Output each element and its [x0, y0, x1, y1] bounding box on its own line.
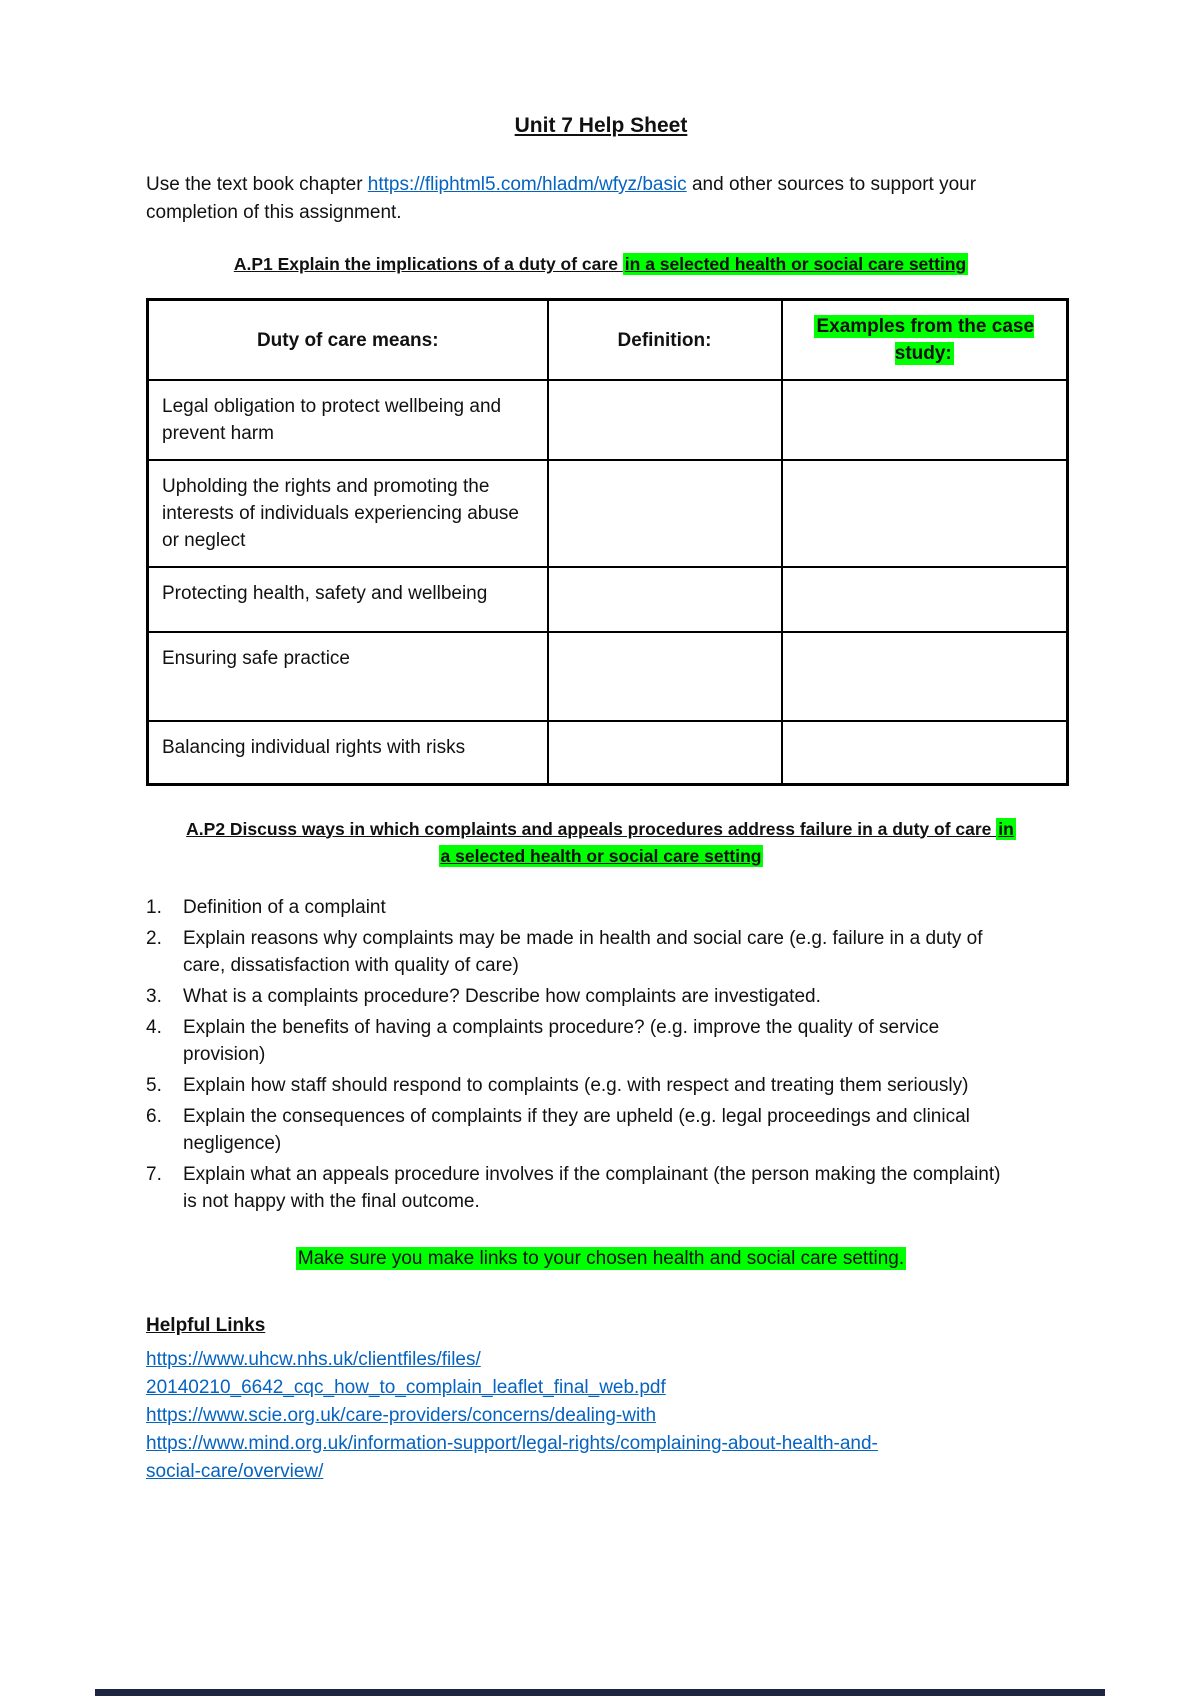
mind-link-part1[interactable]: https://www.mind.org.uk/information-support/legal-rights/complaining-about-health-and-: [146, 1432, 878, 1454]
link-line-uhcw: [146, 1346, 1056, 1374]
ap1-heading-plain: A.P1 Explain the implications of a duty of care: [233, 254, 623, 274]
ap2-heading: [146, 816, 1056, 870]
task-number: 3.: [146, 985, 162, 1007]
intro-text-before: Use the text book chapter: [146, 174, 368, 195]
task-text: Explain the consequences of complaints if they are upheld (e.g. legal proceedings and clinical negligence): [183, 1105, 970, 1154]
task-number: 7.: [146, 1163, 162, 1185]
task-text: What is a complaints procedure? Describe how complaints are investigated.: [183, 985, 821, 1007]
examples-cell: [782, 380, 1068, 460]
task-item: [146, 1072, 1056, 1099]
task-number: 1.: [146, 896, 162, 918]
task-text: Definition of a complaint: [183, 896, 386, 918]
page-title: Unit 7 Help Sheet: [514, 114, 688, 137]
next-page-edge: [95, 1689, 1105, 1696]
task-item: [146, 1161, 1056, 1215]
col-header-definition: Definition:: [548, 300, 782, 381]
task-text: Explain how staff should respond to complaints (e.g. with respect and treating them seriously): [183, 1074, 969, 1096]
task-text: Explain what an appeals procedure involves if the complainant (the person making the complaint) is not happy with the final outcome.: [183, 1163, 1001, 1212]
task-number: 2.: [146, 927, 162, 949]
note-highlight: Make sure you make links to your chosen health and social care setting.: [297, 1247, 905, 1269]
col-header-examples-highlight: Examples from the case study:: [816, 316, 1035, 364]
table-row: [148, 632, 1068, 721]
intro-text-after: and other sources to support your completion of this assignment.: [146, 174, 977, 223]
row-label-cell: Ensuring safe practice: [148, 632, 548, 721]
examples-cell: [782, 567, 1068, 632]
duty-of-care-table: [146, 298, 1069, 786]
ap2-heading-plain: A.P2 Discuss ways in which complaints and appeals procedures address failure in a duty of care: [186, 818, 997, 839]
task-text: Explain reasons why complaints may be made in health and social care (e.g. failure in a duty of care, dissatisfaction with quality of care): [183, 927, 983, 976]
table-row: [148, 460, 1068, 567]
task-item: [146, 894, 1056, 921]
row-label-cell: Balancing individual rights with risks: [148, 721, 548, 784]
task-item: [146, 983, 1056, 1010]
link-line-mind-1: [146, 1430, 1056, 1458]
task-text: Explain the benefits of having a complaints procedure? (e.g. improve the quality of service provision): [183, 1016, 940, 1065]
definition-cell: [548, 721, 782, 784]
intro-paragraph: [146, 171, 1026, 227]
mind-link-part2[interactable]: social-care/overview/: [146, 1460, 324, 1482]
definition-cell: [548, 380, 782, 460]
task-number: 4.: [146, 1016, 162, 1038]
textbook-link[interactable]: https://fliphtml5.com/hladm/wfyz/basic: [367, 174, 687, 195]
tasks-list: [146, 894, 1056, 1215]
scie-link[interactable]: https://www.scie.org.uk/care-providers/concerns/dealing-with: [146, 1404, 657, 1426]
task-item: [146, 925, 1056, 979]
uhcw-link[interactable]: https://www.uhcw.nhs.uk/clientfiles/files/: [146, 1348, 481, 1370]
row-label-cell: Legal obligation to protect wellbeing and prevent harm: [148, 380, 548, 460]
col-header-duty: Duty of care means:: [148, 300, 548, 381]
note-line: [146, 1245, 1056, 1272]
definition-cell: [548, 460, 782, 567]
row-label-cell: Upholding the rights and promoting the interests of individuals experiencing abuse or neglect: [148, 460, 548, 567]
definition-cell: [548, 632, 782, 721]
task-number: 6.: [146, 1105, 162, 1127]
task-item: [146, 1103, 1056, 1157]
task-number: 5.: [146, 1074, 162, 1096]
definition-cell: [548, 567, 782, 632]
table-header-row: [148, 300, 1068, 381]
helpful-links-heading: Helpful Links: [146, 1314, 266, 1336]
cqc-pdf-link[interactable]: 20140210_6642_cqc_how_to_complain_leaflet_final_web.pdf: [146, 1376, 666, 1398]
examples-cell: [782, 721, 1068, 784]
ap1-heading-highlight: in a selected health or social care setting: [624, 254, 967, 274]
row-label-cell: Protecting health, safety and wellbeing: [148, 567, 548, 632]
examples-cell: [782, 460, 1068, 567]
col-header-examples: [782, 300, 1068, 381]
ap2-heading-highlight-line1: in: [998, 818, 1014, 839]
table-row: [148, 721, 1068, 784]
ap2-heading-highlight-line2: a selected health or social care setting: [440, 845, 762, 866]
link-line-cqc-pdf: [146, 1374, 1056, 1402]
examples-cell: [782, 632, 1068, 721]
link-line-scie: [146, 1402, 1056, 1430]
link-line-mind-2: [146, 1458, 1056, 1486]
task-item: [146, 1014, 1056, 1068]
table-row: [148, 380, 1068, 460]
ap1-heading: [146, 251, 1056, 278]
table-row: [148, 567, 1068, 632]
